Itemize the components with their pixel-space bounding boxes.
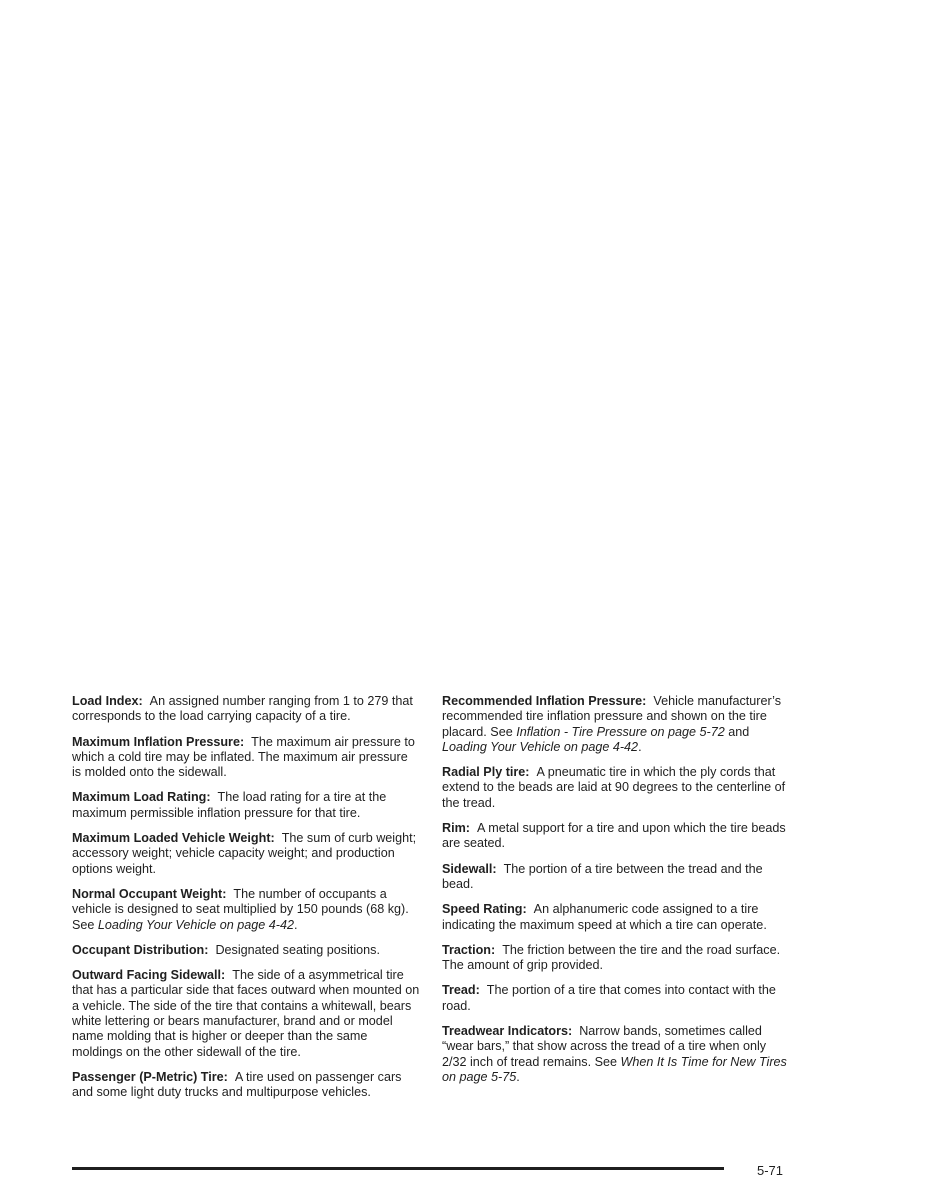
glossary-term: Load Index: bbox=[72, 694, 143, 708]
glossary-definition-tail: . bbox=[516, 1069, 520, 1084]
glossary-definition-tail: . bbox=[294, 917, 298, 932]
glossary-definition: A tire used on passenger cars and some light duty trucks and multipurpose vehicles. bbox=[72, 1069, 402, 1100]
glossary-entry-passenger-tire bbox=[72, 1070, 420, 1101]
glossary-term: Rim: bbox=[442, 821, 470, 836]
glossary-term: Passenger (P-Metric) Tire: bbox=[72, 1069, 228, 1084]
glossary-entry-maximum-inflation-pressure bbox=[72, 735, 420, 781]
glossary-term: Speed Rating: bbox=[442, 902, 527, 917]
glossary-term: Normal Occupant Weight: bbox=[72, 886, 227, 901]
glossary-definition: An assigned number ranging from 1 to 279 that corresponds to the load carrying capacity of a tire. bbox=[72, 694, 413, 724]
glossary-entry-maximum-loaded-vehicle-weight bbox=[72, 831, 420, 877]
glossary-term: Maximum Load Rating: bbox=[72, 790, 211, 805]
glossary-definition: An alphanumeric code assigned to a tire indicating the maximum speed at which a tire can operate. bbox=[442, 902, 767, 932]
glossary-entry-traction bbox=[442, 943, 792, 974]
glossary-term: Maximum Loaded Vehicle Weight: bbox=[72, 831, 275, 846]
glossary-entry-radial-ply-tire bbox=[442, 765, 792, 811]
glossary-entry-outward-facing-sidewall bbox=[72, 968, 420, 1060]
glossary-definition: The portion of a tire that comes into contact with the road. bbox=[442, 983, 776, 1013]
glossary-definition-tail: . bbox=[638, 739, 642, 754]
page-number: 5-71 bbox=[757, 1163, 784, 1178]
cross-reference-link[interactable]: When It Is Time for New Tires on page 5-75 bbox=[442, 1054, 787, 1084]
glossary-entry-normal-occupant-weight bbox=[72, 887, 420, 933]
glossary-definition: The sum of curb weight; accessory weight; vehicle capacity weight; and production options weight. bbox=[72, 831, 417, 876]
glossary-entry-tread bbox=[442, 983, 792, 1014]
glossary-definition: Designated seating positions. bbox=[215, 942, 380, 957]
glossary-definition: A metal support for a tire and upon which the tire beads are seated. bbox=[442, 821, 786, 851]
cross-reference-link[interactable]: Inflation - Tire Pressure on page 5-72 bbox=[516, 724, 725, 739]
glossary-term: Radial Ply tire: bbox=[442, 765, 530, 780]
glossary-term: Occupant Distribution: bbox=[72, 942, 209, 957]
glossary-term: Traction: bbox=[442, 942, 496, 957]
cross-reference-link[interactable]: Loading Your Vehicle on page 4-42 bbox=[442, 739, 639, 754]
glossary-entry-rim bbox=[442, 821, 792, 852]
glossary-definition: The portion of a tire between the tread and the bead. bbox=[442, 861, 763, 891]
right-column bbox=[442, 694, 792, 1095]
footer-rule bbox=[72, 1167, 724, 1170]
glossary-term: Treadwear Indicators: bbox=[442, 1024, 573, 1039]
glossary-term: Maximum Inflation Pressure: bbox=[72, 734, 245, 749]
glossary-term: Sidewall: bbox=[442, 861, 497, 876]
glossary-definition: The load rating for a tire at the maximum permissible inflation pressure for that tire. bbox=[72, 790, 387, 820]
glossary-entry-sidewall bbox=[442, 862, 792, 893]
glossary-term: Recommended Inflation Pressure: bbox=[442, 694, 647, 708]
glossary-definition: The friction between the tire and the road surface. The amount of grip provided. bbox=[442, 942, 781, 973]
glossary-entry-recommended-inflation-pressure bbox=[442, 694, 792, 755]
left-column bbox=[72, 694, 420, 1111]
glossary-entry-load-index bbox=[72, 694, 420, 725]
cross-reference-link[interactable]: Loading Your Vehicle on page 4-42 bbox=[97, 917, 294, 932]
glossary-definition-mid: and bbox=[724, 724, 750, 739]
glossary-entry-maximum-load-rating bbox=[72, 790, 420, 821]
glossary-definition: The number of occupants a vehicle is designed to seat multiplied by 150 pounds (68 kg). See bbox=[72, 886, 409, 932]
glossary-entry-occupant-distribution bbox=[72, 943, 420, 958]
glossary-term: Tread: bbox=[442, 983, 480, 998]
glossary-definition: A pneumatic tire in which the ply cords that extend to the beads are laid at 90 degrees to the centerline of the tread. bbox=[442, 765, 786, 810]
glossary-definition: Vehicle manufacturer’s recommended tire inflation pressure and shown on the tire placard. See bbox=[442, 694, 781, 739]
glossary-entry-treadwear-indicators bbox=[442, 1024, 792, 1085]
glossary-term: Outward Facing Sidewall: bbox=[72, 968, 226, 983]
glossary-definition: The side of a asymmetrical tire that has a particular side that faces outward when mounted on a vehicle. The side of the tire that contains a whitewall, bears white lettering or bears manufacturer, brand and or model name molding that is higher or deeper than the same moldings on the other sidewall of the tire. bbox=[72, 968, 420, 1059]
glossary-definition: Narrow bands, sometimes called “wear bars,” that show across the tread of a tire when only 2/32 inch of tread remains. See bbox=[442, 1024, 767, 1069]
glossary-entry-speed-rating bbox=[442, 902, 792, 933]
glossary-definition: The maximum air pressure to which a cold tire may be inflated. The maximum air pressure is molded onto the sidewall. bbox=[72, 734, 415, 780]
